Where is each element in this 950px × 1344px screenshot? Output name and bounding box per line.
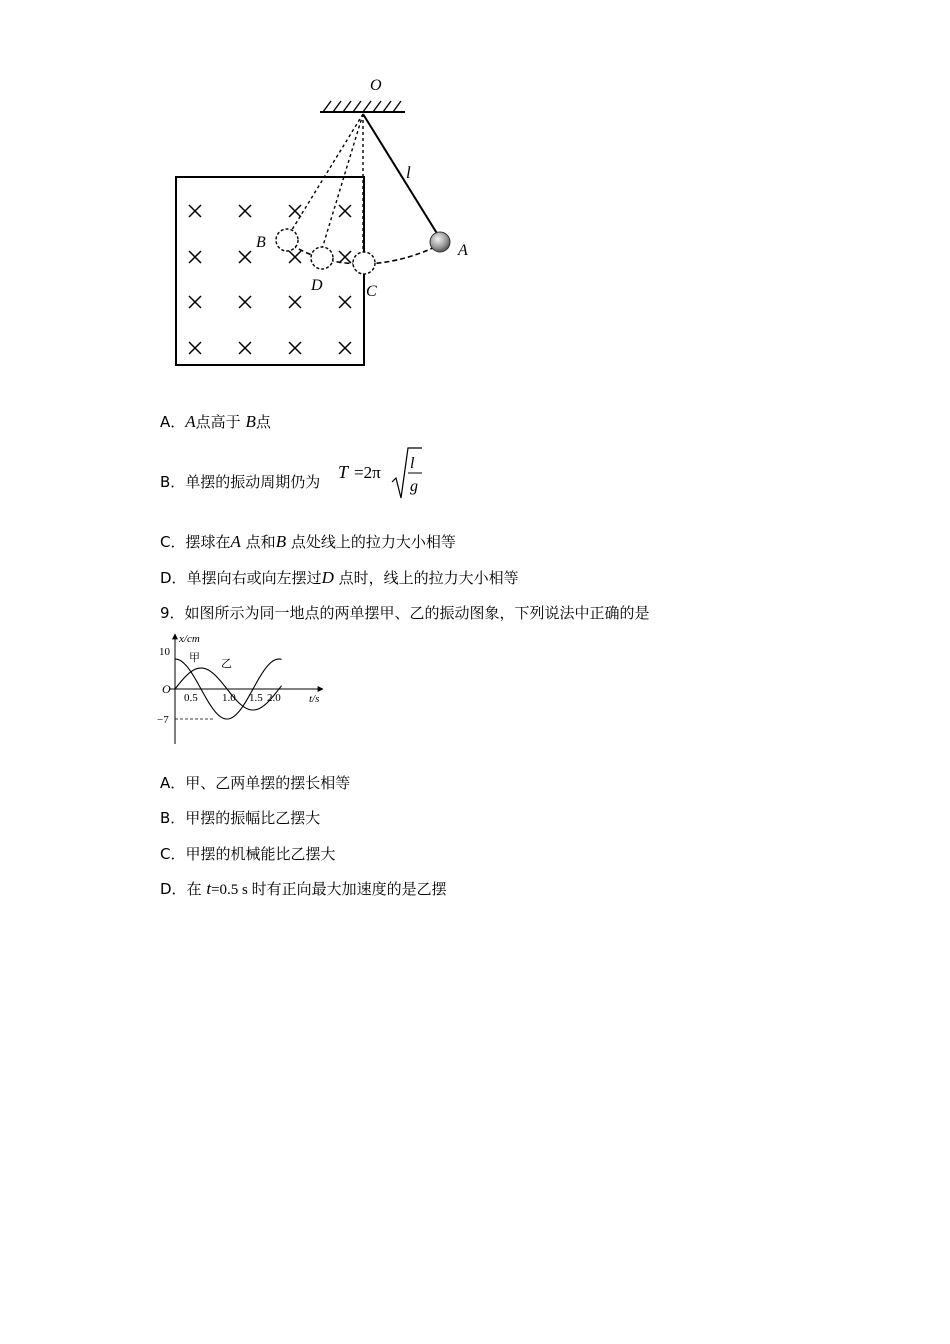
point-a-label: A [458,242,468,259]
y-axis-label: x/cm [179,633,200,645]
x-tick-label-2.0: 2.0 [267,692,281,704]
formula-numerator: l [410,455,415,472]
math-var: B [275,532,287,551]
q9-option-b: B．甲摆的振幅比乙摆大 [160,809,321,827]
math-var: A [185,412,196,431]
option-letter: C． [160,845,186,863]
math-var: t [206,879,212,898]
option-letter: D． [160,569,187,587]
q8-option-a: A．A点高于 B点 [160,412,271,431]
point-o-label: O [370,77,382,94]
option-letter: B． [160,809,186,827]
ball-position-b [276,229,298,251]
series-label-jia: 甲 [189,652,200,664]
origin-label: O [162,682,171,696]
option-letter: D． [160,880,187,898]
magnetic-field-region [176,177,364,365]
formula-denominator: g [410,478,418,495]
length-label: l [406,163,411,182]
ceiling-hatch [323,101,401,112]
series-label-yi: 乙 [221,658,232,670]
ball-position-c [353,252,375,274]
point-b-label: B [256,234,266,251]
q9-stem [160,603,650,623]
x-tick-label-1.5: 1.5 [249,692,263,704]
q8-option-c: C．摆球在A 点和B 点处线上的拉力大小相等 [160,532,456,551]
x-tick-label-0.5: 0.5 [184,692,198,704]
y-tick-label-10: 10 [159,646,170,658]
point-c-label: C [366,283,377,300]
question-text: 如图所示为同一地点的两单摆甲、乙的振动图象，下列说法中正确的是 [184,604,650,622]
pendulum-figure [160,70,490,380]
q8-option-b: B．单摆的振动周期仍为 [160,473,321,491]
x-tick-label-1.0: 1.0 [222,692,236,704]
pendulum-string [363,114,438,235]
q9-option-a: A．甲、乙两单摆的摆长相等 [160,774,351,792]
option-letter: B． [160,473,186,491]
y-tick-label-neg7: −7 [157,714,169,726]
pendulum-ball-a [430,232,450,252]
math-var: A [230,532,241,551]
q9-option-c: C．甲摆的机械能比乙摆大 [160,845,336,863]
dashed-strings [290,114,363,253]
option-letter: A． [160,413,186,431]
math-var: D [321,568,334,587]
q9-option-d: D．在 t=0.5 s 时有正向最大加速度的是乙摆 [160,879,447,898]
period-formula [336,446,426,504]
magnetic-field-crosses [189,205,351,354]
oscillation-graph [155,630,335,750]
point-d-label: D [311,277,323,294]
ball-position-d [311,247,333,269]
formula-lhs: T [338,462,349,482]
formula-eq: =2π [354,463,381,482]
question-number: 9． [160,604,185,622]
x-axis-label: t/s [309,693,320,705]
option-letter: C． [160,533,186,551]
option-letter: A． [160,774,186,792]
q8-option-d: D．单摆向右或向左摆过D 点时，线上的拉力大小相等 [160,568,519,587]
math-var: B [245,412,256,431]
